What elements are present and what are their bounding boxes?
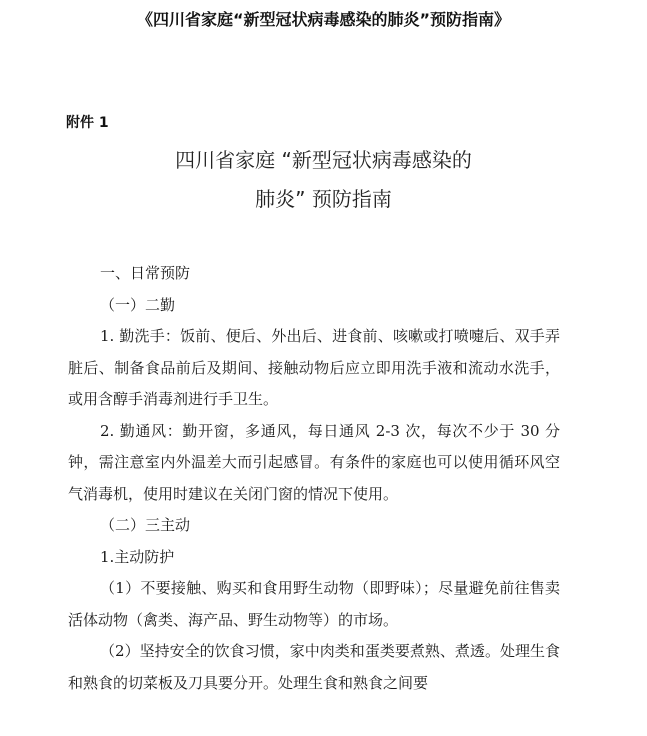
- document-title-line-1: 四川省家庭 “新型冠状病毒感染的: [175, 148, 472, 172]
- document-body: [68, 258, 560, 699]
- document-title-line-2: 肺炎” 预防指南: [255, 187, 392, 211]
- paragraph-ventilation: 2. 勤通风：勤开窗，多通风，每日通风 2-3 次，每次不少于 30 分钟，需注意室内外温差大而引起感冒。有条件的家庭也可以使用循环风空气消毒机，使用时建议在关闭门窗的情况下使用。: [68, 421, 560, 503]
- attachment-label: 附件 1: [66, 115, 109, 131]
- paragraph-food-safety: （2）坚持安全的饮食习惯，家中肉类和蛋类要煮熟、煮透。处理生食和熟食的切菜板及刀具要分开。处理生食和熟食之间要: [68, 642, 560, 692]
- paragraph-hand-washing: 1. 勤洗手：饭前、便后、外出后、进食前、咳嗽或打喷嚏后、双手弄脏后、制备食品前后及期间、接触动物后应立即用洗手液和流动水洗手，或用含醇手消毒剂进行手卫生。: [68, 327, 560, 408]
- section-heading-daily-prevention: 一、日常预防: [100, 264, 191, 282]
- paragraph-wild-animals: （1）不要接触、购买和食用野生动物（即野味）；尽量避免前往售卖活体动物（禽类、海产品、野生动物等）的市场。: [68, 579, 560, 629]
- subsection-heading-three-initiatives: （二）三主动: [100, 516, 191, 534]
- page-header-title: 《四川省家庭“新型冠状病毒感染的肺炎”预防指南》: [136, 10, 511, 29]
- subsection-heading-two-diligences: （一）二勤: [100, 295, 176, 314]
- list-item-active-protection: 1.主动防护: [100, 547, 175, 566]
